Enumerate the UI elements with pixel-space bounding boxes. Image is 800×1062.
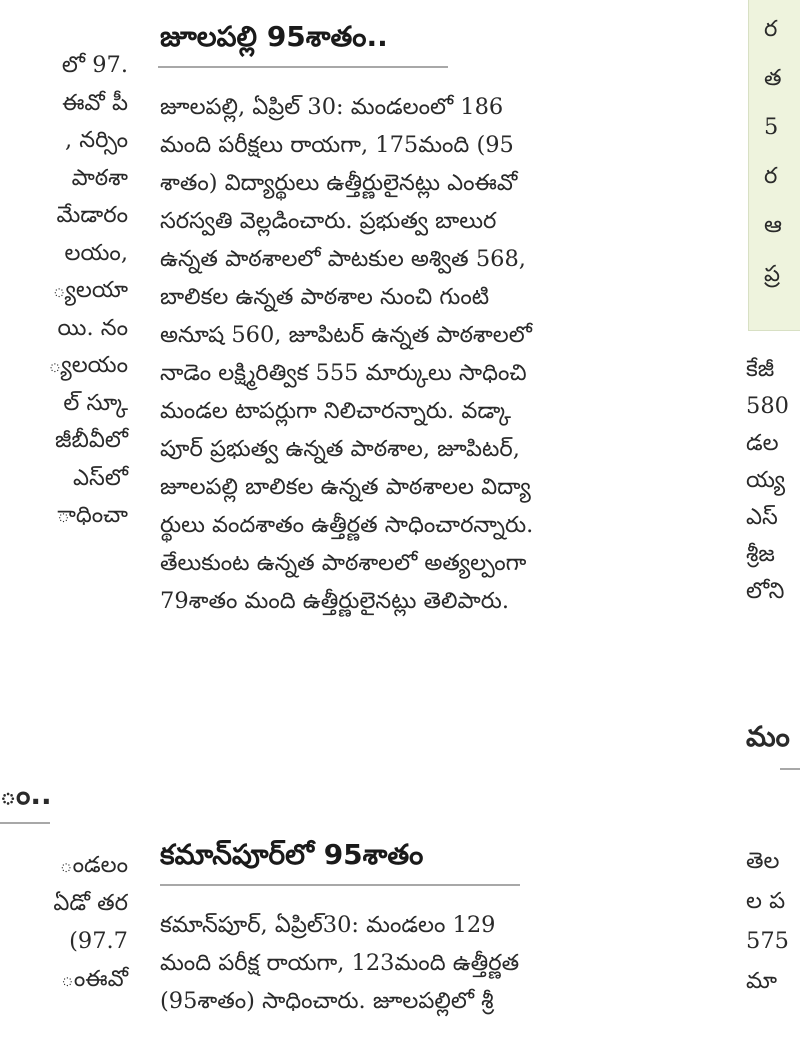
box-text-fragment: 5 [764, 114, 779, 140]
text-fragment: ఎస్‌లో [73, 464, 128, 491]
text-fragment: మా [746, 968, 778, 994]
text-fragment: లో 97. [61, 52, 128, 78]
headline-rule [160, 884, 520, 886]
body-line: జూలపల్లి బాలికల ఉన్నత పాఠశాలల విద్యా [160, 473, 531, 500]
article-body [160, 88, 700, 620]
text-fragment: (97.7 [69, 928, 128, 954]
body-line: కమాన్‌పూర్, ఏప్రిల్30: మండలం 129 [160, 911, 496, 938]
headline-rule [158, 66, 448, 68]
box-text-fragment: ఆ [764, 212, 782, 238]
box-text-fragment: ర [764, 163, 778, 189]
text-fragment: లయం, [64, 239, 128, 266]
text-fragment: ఏడో తర [53, 890, 128, 916]
section-heading: ం.. [0, 778, 52, 811]
box-text-fragment: ప్ర [764, 261, 780, 287]
text-fragment: యి. నం [57, 314, 128, 341]
text-fragment: డల [746, 430, 779, 456]
text-fragment: జీబీవీలో [55, 427, 128, 453]
text-fragment: శ్రీజ [746, 541, 775, 567]
text-fragment: ఈవో పీ [62, 89, 128, 116]
body-line: బాలికల ఉన్నత పాఠశాల నుంచి గుంటి [160, 283, 490, 310]
article-headline: కమాన్‌పూర్‌లో 95శాతం [160, 838, 424, 871]
text-fragment: ల్ స్కూ [63, 389, 128, 416]
text-fragment: ్యలయం [48, 352, 128, 378]
body-line: సరస్వతి వెల్లడించారు. ప్రభుత్వ బాలుర [160, 207, 497, 234]
body-line: మంది పరీక్షలు రాయగా, 175మంది (95 [160, 131, 514, 158]
text-fragment: మేడారం [56, 202, 128, 228]
body-line: మంది పరీక్ష రాయగా, 123మంది ఉత్తీర్ణత [160, 949, 520, 976]
article-kamanpur [160, 838, 700, 1020]
body-line: ర్థులు వందశాతం ఉత్తీర్ణత సాధించారన్నారు. [160, 511, 534, 538]
article-headline: జూలపల్లి 95శాతం.. [160, 20, 388, 53]
body-line: 79శాతం మంది ఉత్తీర్ణులైనట్లు తెలిపారు. [160, 587, 509, 614]
text-fragment: ాధించా [57, 502, 128, 528]
heading-rule [780, 768, 800, 770]
text-fragment: 580 [746, 393, 789, 419]
body-line: జూలపల్లి, ఏప్రిల్ 30: మండలంలో 186 [160, 93, 504, 120]
body-line: అనూష 560, జూపిటర్ ఉన్నత పాఠశాలలో [160, 321, 532, 348]
body-line: నాడెం లక్ష్మిరిత్విక 555 మార్కులు సాధించి [160, 359, 527, 386]
text-fragment: 575 [746, 928, 789, 954]
box-text-fragment: త [764, 65, 782, 91]
text-fragment: కేజీ [746, 356, 775, 382]
box-text-fragment: ర [764, 16, 778, 42]
text-fragment: ండలం [59, 852, 128, 878]
text-fragment: , నర్సిం [65, 127, 128, 153]
text-fragment: ఎస్ [746, 504, 778, 530]
text-fragment: లోని [746, 578, 785, 604]
text-fragment: తెల [746, 848, 780, 874]
section-heading: మం [746, 720, 790, 753]
text-fragment: య్య [746, 467, 785, 493]
text-fragment: ్యలయా [52, 277, 128, 303]
heading-rule [0, 822, 50, 824]
body-line: మండల టాపర్లుగా నిలిచారన్నారు. వడ్కా [160, 397, 512, 424]
text-fragment: పాఠశా [71, 164, 128, 191]
body-line: (95శాతం) సాధించారు. జూలపల్లిలో శ్రీ [160, 987, 494, 1014]
body-line: పూర్ ప్రభుత్వ ఉన్నత పాఠశాల, జూపిటర్, [160, 435, 520, 462]
article-julapalli [160, 20, 700, 620]
body-line: శాతం) విద్యార్థులు ఉత్తీర్ణులైనట్లు ఎంఈవో [160, 169, 518, 196]
body-line: తేలుకుంట ఉన్నత పాఠశాలలో అత్యల్పంగా [160, 549, 527, 576]
body-line: ఉన్నత పాఠశాలలో పాటకుల అశ్విత 568, [160, 245, 526, 272]
text-fragment: ంఈవో [60, 966, 128, 992]
article-body [160, 906, 700, 1020]
text-fragment: ల ప [746, 888, 786, 914]
